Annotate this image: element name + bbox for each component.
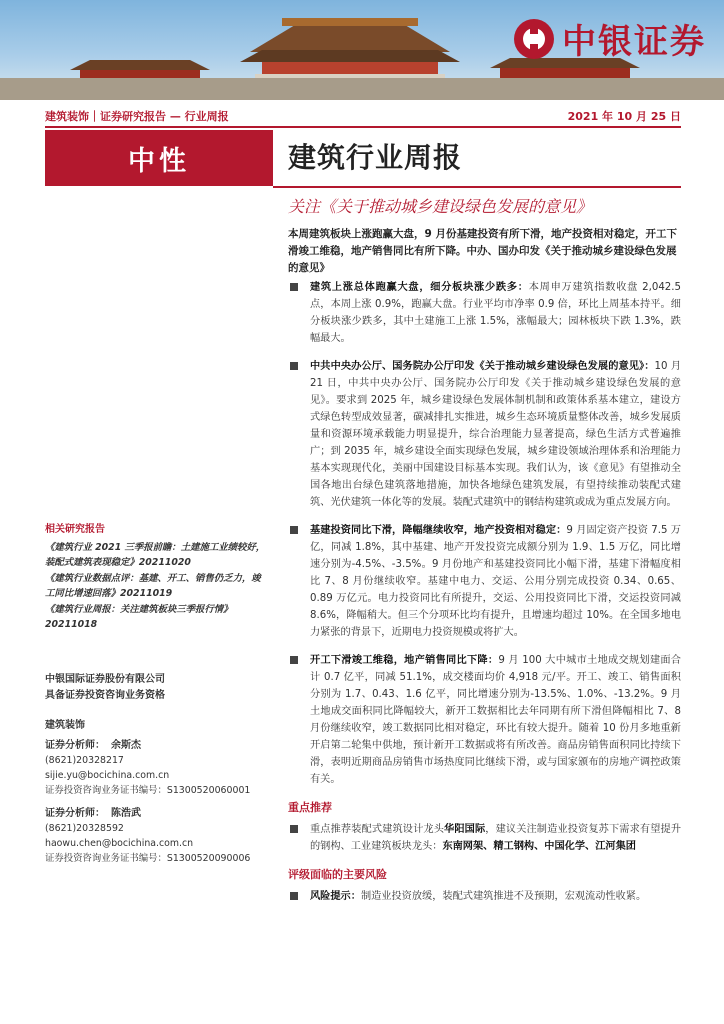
company-info: 中银国际证券股份有限公司 具备证券投资咨询业务资格 [45,674,165,701]
header-banner [0,0,724,100]
analyst-cert: 证券投资咨询业务证书编号：S1300520090006 [45,853,251,864]
bullet-square-icon [290,283,298,291]
report-category: 建筑装饰｜证券研究报告 — 行业周报 [45,110,229,123]
rating-badge: 中性 [45,130,273,186]
bullet-text: 10 月 21 日，中共中央办公厅、国务院办公厅印发《关于推动城乡建设绿色发展的意见》。要求到 2025 年，城乡建设绿色发展体制机制和政策体系基本建立，建设方式绿色转型成效显著，碳减排扎实推进，城乡生态环境质量整体改善，城乡发展质量和资源环境承载能力明显提升，综合治理能力显著提高，绿色生活方式普遍推广；到 2035 年，城乡建设全面实现绿色发展，城乡建设领域治理体系和治理能力基本实现现代化，美丽中国建设目标基本实现。我们认为，该《意见》有望推动全国各地出台绿色建筑落地措施，加快各地绿色建筑发展，有望持续推动装配式建筑、光伏建筑一体化等的发展。装配式建筑中的钢结构建筑或成为重点发展方向。 [310,361,682,508]
analyst-cert: 证券投资咨询业务证书编号：S1300520060001 [45,785,251,796]
recommend-text-pre: 重点推荐装配式建筑设计龙头 [310,824,445,835]
related-report-link[interactable]: 《建筑行业数据点评：基建、开工、销售仍乏力，竣工同比增速回落》20211019 [45,572,261,599]
analyst-email[interactable]: sijie.yu@bocichina.com.cn [45,770,170,781]
analyst-name: 陈浩武 [111,808,141,819]
bullet-text: 9 月 100 大中城市土地成交规划建面合计 0.7 亿平，同减 51.1%，成交楼面均价 4,918 元/平。开工、竣工、销售面积分别为 1.7、0.43、1.6 亿平，同比增速分别为-13.5%、1.0%、-13.2%。9 月土地成交面积同比降幅较大，新开工数据相比去年同期有所下滑但降幅相比 7、8 月份继续收窄，竣工数据同比相对稳定，环比有较大提升。随着 10 份月多地重新开启第二轮集中供地，预计新开工数据或将有所改善。商品房销售面积同比持续下滑，表明近期商品房销售市场热度同比继续下滑，或与国家颁布的房地产调控政策有关。 [310,655,681,785]
bullet-lead: 建筑上涨总体跑赢大盘，细分板块涨少跌多： [310,282,529,293]
bullet-square-icon [290,825,298,833]
analyst-card [45,806,267,866]
recommend-item [288,821,681,855]
risk-text: 制造业投资放缓，装配式建筑推进不及预期，宏观流动性收紧。 [360,891,647,902]
analyst-phone: (8621)20328592 [45,823,124,834]
bullet-item [288,358,681,511]
bullet-item [288,652,681,788]
analyst-name-line: 证券分析师： 陈浩武 [45,808,141,819]
bullet-square-icon [290,362,298,370]
analyst-phone: (8621)20328217 [45,755,124,766]
bullet-square-icon [290,892,298,900]
recommend-others: 东南网架、精工钢构、中国化学、江河集团 [442,841,636,852]
recommend-text-mid: ，建议关注制造业投资复苏下需求有望提升的钢构、工业建筑板块龙头： [310,824,682,852]
recommend-company: 华阳国际 [444,824,486,835]
summary-paragraph: 本周建筑板块上涨跑赢大盘，9 月份基建投资有所下滑，地产投资相对稳定，开工下滑竣工维稳，地产销售同比有所下降。中办、国办印发《关于推动城乡建设绿色发展的意见》 [288,228,677,274]
bullet-item [288,522,681,641]
bullet-item [288,279,681,347]
report-subtitle: 关注《关于推动城乡建设绿色发展的意见》 [288,197,593,216]
bullet-lead: 基建投资同比下滑，降幅继续收窄，地产投资相对稳定： [310,525,567,536]
related-report-link[interactable]: 《建筑行业 2021 三季报前瞻：土建施工业绩较好，装配式建筑表现稳定》20211020 [45,541,266,568]
analyst-name-line: 证券分析师： 余斯杰 [45,740,141,751]
sector-label: 建筑装饰 [45,720,85,731]
bullet-list [288,279,681,916]
bullet-square-icon [290,526,298,534]
analyst-email[interactable]: haowu.chen@bocichina.com.cn [45,838,194,849]
report-category-bar [45,104,681,128]
bank-of-china-icon [514,19,554,59]
bullet-text: 本周申万建筑指数收盘 2,042.5 点，本周上涨 0.9%，跑赢大盘。行业平均市净率 0.9 倍，环比上周基本持平。细分板块涨少跌多，其中土建施工上涨 1.5%，涨幅最大；园林板块下跌 1.3%，跌幅最大。 [310,282,681,344]
bullet-square-icon [290,656,298,664]
bullet-lead: 开工下滑竣工维稳，地产销售同比下降： [310,655,499,666]
bullet-lead: 中共中央办公厅、国务院办公厅印发《关于推动城乡建设绿色发展的意见》： [310,361,655,372]
report-date: 2021 年 10 月 25 日 [567,110,681,123]
related-report-link[interactable]: 《建筑行业周报：关注建筑板块三季报行情》20211018 [45,603,233,630]
related-reports-title: 相关研究报告 [45,524,105,535]
related-reports [45,522,267,633]
report-title: 建筑行业周报 [288,141,463,174]
recommend-heading: 重点推荐 [288,801,332,814]
risk-item [288,888,681,905]
risk-lead: 风险提示： [310,891,361,902]
brand-name: 中银证券 [562,22,706,62]
risk-heading: 评级面临的主要风险 [288,868,387,881]
analyst-card [45,738,267,798]
brand-logo-group [514,14,706,63]
bullet-text: 9 月固定资产投资 7.5 万亿，同减 1.8%，其中基建、地产开发投资完成额分别为 1.9、1.5 万亿，同比增速分别为-4.5%、-3.5%。9 月份地产和基建投资同比小幅下滑，基建下滑幅度相比 7、8 月份继续收窄。基建中电力、交运、公用分别完成投资 0.34、0.65、0.89 万亿元。电力投资同比有所提升，交运、公用投资同比下滑，交运投资同减 8.6%，降幅稍大。但三个分项环比均有提升，且增速均超过 10%。在全国多地电力紧张的背景下，近期电力投资规模或将扩大。 [310,525,681,638]
title-divider [273,186,681,188]
analyst-name: 余斯杰 [111,740,141,751]
